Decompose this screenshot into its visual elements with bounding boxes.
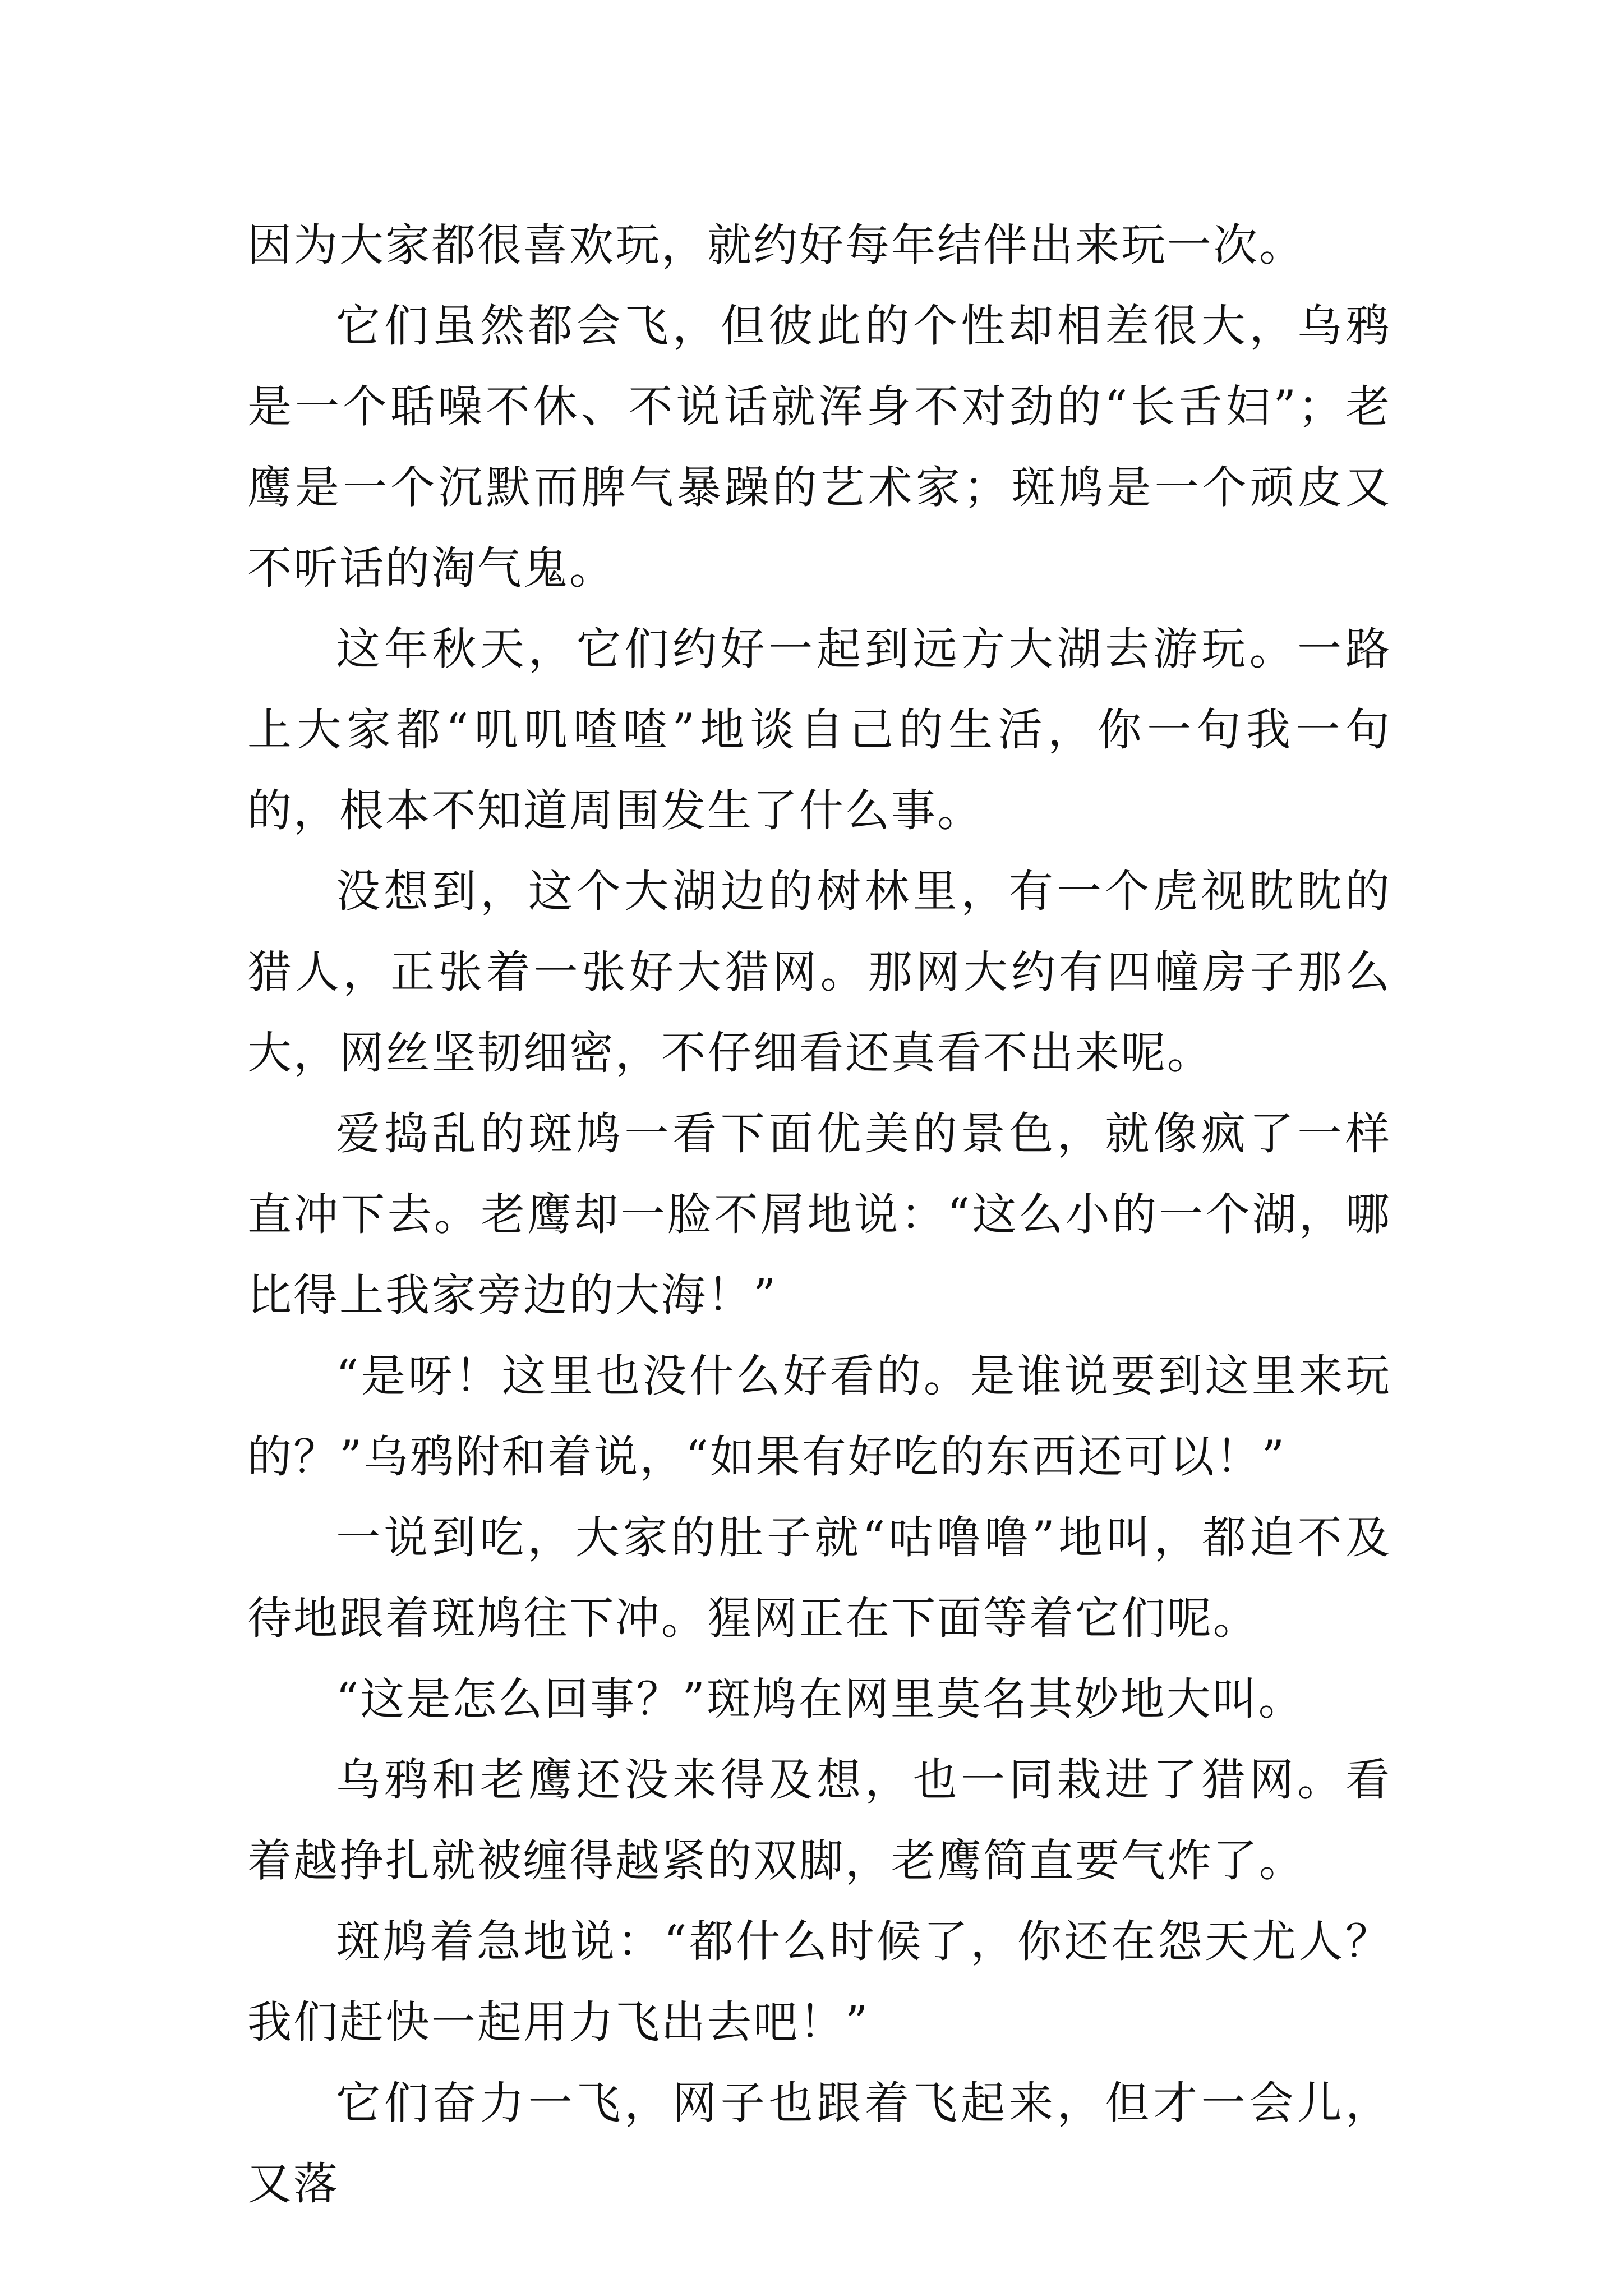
- paragraph-11: 它们奋力一飞，网子也跟着飞起来，但才一会儿，又落: [247, 2077, 1391, 2210]
- paragraph-2: 它们虽然都会飞，但彼此的个性却相差很大，乌鸦是一个聒噪不休、不说话就浑身不对劲的“长舌妇”；老鹰是一个沉默而脾气暴躁的艺术家；斑鸠是一个顽皮又不听话的淘气鬼。: [247, 300, 1391, 594]
- paragraph-9: 乌鸦和老鹰还没来得及想，也一同栽进了猎网。看着越挣扎就被缠得越紧的双脚，老鹰简直要气炸了。: [247, 1754, 1391, 1887]
- paragraph-10: 斑鸠着急地说：“都什么时候了，你还在怨天尤人？我们赶快一起用力飞出去吧！”: [247, 1916, 1391, 2048]
- paragraph-6: “是呀！这里也没什么好看的。是谁说要到这里来玩的？”乌鸦附和着说，“如果有好吃的东西还可以！”: [247, 1350, 1391, 1483]
- body-text: [247, 205, 1391, 2224]
- paragraph-3: 这年秋天，它们约好一起到远方大湖去游玩。一路上大家都“叽叽喳喳”地谈自己的生活，你一句我一句的，根本不知道周围发生了什么事。: [247, 623, 1391, 836]
- paragraph-7: 一说到吃，大家的肚子就“咕噜噜”地叫，都迫不及待地跟着斑鸠往下冲。猩网正在下面等着它们呢。: [247, 1512, 1391, 1644]
- paragraph-8: “这是怎么回事？”斑鸠在网里莫名其妙地大叫。: [336, 1673, 1304, 1725]
- paragraph-1: 因为大家都很喜欢玩，就约好每年结伴出来玩一次。: [247, 219, 1305, 271]
- paragraph-5: 爱捣乱的斑鸠一看下面优美的景色，就像疯了一样直冲下去。老鹰却一脸不屑地说：“这么小的一个湖，哪比得上我家旁边的大海！”: [247, 1108, 1391, 1321]
- paragraph-4: 没想到，这个大湖边的树林里，有一个虎视眈眈的猎人，正张着一张好大猎网。那网大约有四幢房子那么大，网丝坚韧细密，不仔细看还真看不出来呢。: [247, 866, 1391, 1079]
